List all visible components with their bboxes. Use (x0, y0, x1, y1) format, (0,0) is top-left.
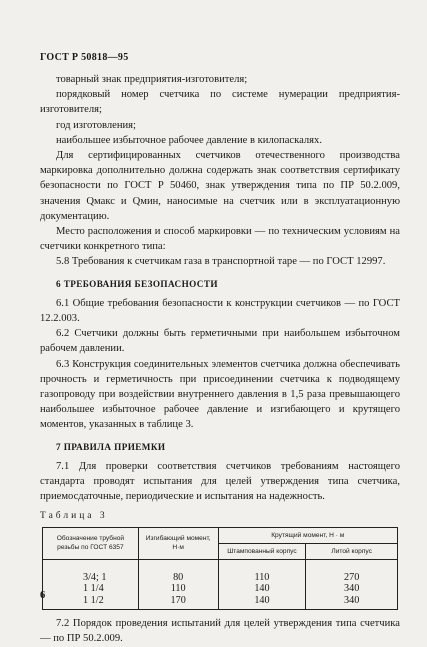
cell-stamped: 140 (218, 595, 306, 610)
header-torque: Крутящий момент, Н · м (218, 527, 397, 543)
document-body (40, 72, 400, 647)
torque-table (42, 527, 398, 611)
paragraph: 7.2 Порядок проведения испытаний для целей утверждения типа счетчика — по ПР 50.2.009. (40, 618, 400, 645)
paragraph: 7.1 Для проверки соответствия счетчиков требованиям настоящего стандарта проводят испытания для целей утверждения типа счетчика, приемосдаточные, периодические и испытания на надежность. (40, 460, 400, 503)
cell-stamped: 110 (218, 559, 306, 583)
section-heading: 6 ТРЕБОВАНИЯ БЕЗОПАСНОСТИ (56, 278, 218, 289)
table-caption: Таблица 3 (40, 511, 108, 522)
page-header: ГОСТ Р 50818—95 (40, 52, 129, 63)
table-row (43, 583, 398, 595)
paragraph: Для сертифицированных счетчиков отечественного производства маркировка дополнительно должна содержать знак соответствия сертификату безопасности по ГОСТ Р 50460, знак утверждения типа по ПР 50.2.009, значения Qмакс и Qмин, наносимые на счетчик или в эксплуатационную документацию. (40, 150, 400, 222)
cell-size: 1 1/2 (43, 595, 139, 610)
cell-cast: 340 (306, 583, 398, 595)
paragraph: товарный знак предприятия-изготовителя; (56, 74, 248, 85)
paragraph: год изготовления; (56, 119, 136, 131)
table-row (43, 559, 398, 583)
header-cast: Литой корпус (306, 543, 398, 559)
paragraph: 6.2 Счетчики должны быть герметичными при наибольшем избыточном рабочем давлении. (40, 328, 400, 355)
cell-bend: 80 (138, 559, 218, 583)
section-heading: 7 ПРАВИЛА ПРИЕМКИ (56, 441, 166, 452)
cell-cast: 340 (306, 595, 398, 610)
cell-bend: 170 (138, 595, 218, 610)
page-number: 6 (40, 590, 46, 601)
header-thread: Обозначение трубной резьбы по ГОСТ 6357 (43, 527, 139, 559)
cell-cast: 270 (306, 559, 398, 583)
cell-stamped: 140 (218, 583, 306, 595)
paragraph: Место расположения и способ маркировки — по техническим условиям на счетчики конкретного типа: (40, 226, 400, 253)
header-stamped: Штампованный корпус (218, 543, 306, 559)
paragraph: 5.8 Требования к счетчикам газа в транспортной таре — по ГОСТ 12997. (56, 256, 386, 268)
cell-size: 1 1/4 (43, 583, 139, 595)
paragraph: 6.3 Конструкция соединительных элементов счетчика должна обеспечивать прочность и герметичность при присоединении счетчика к подводящему газопроводу при воздействии внутреннего давления в 1,5 раза превышающего наибольшее избыточное рабочее давление и изгибающего и крутящего моментов, указанных в таблице 3. (40, 358, 400, 431)
paragraph: порядковый номер счетчика по системе нумерации предприятия-изготовителя; (40, 89, 400, 116)
paragraph: 6.1 Общие требования безопасности к конструкции счетчиков — по ГОСТ 12.2.003. (40, 297, 400, 325)
table-row (43, 595, 398, 610)
paragraph: наибольшее избыточное рабочее давление в килопаскалях. (56, 134, 322, 146)
cell-bend: 110 (138, 583, 218, 595)
cell-size: 3/4; 1 (43, 559, 139, 583)
header-bending-moment: Изгибающий момент, Н·м (138, 527, 218, 559)
